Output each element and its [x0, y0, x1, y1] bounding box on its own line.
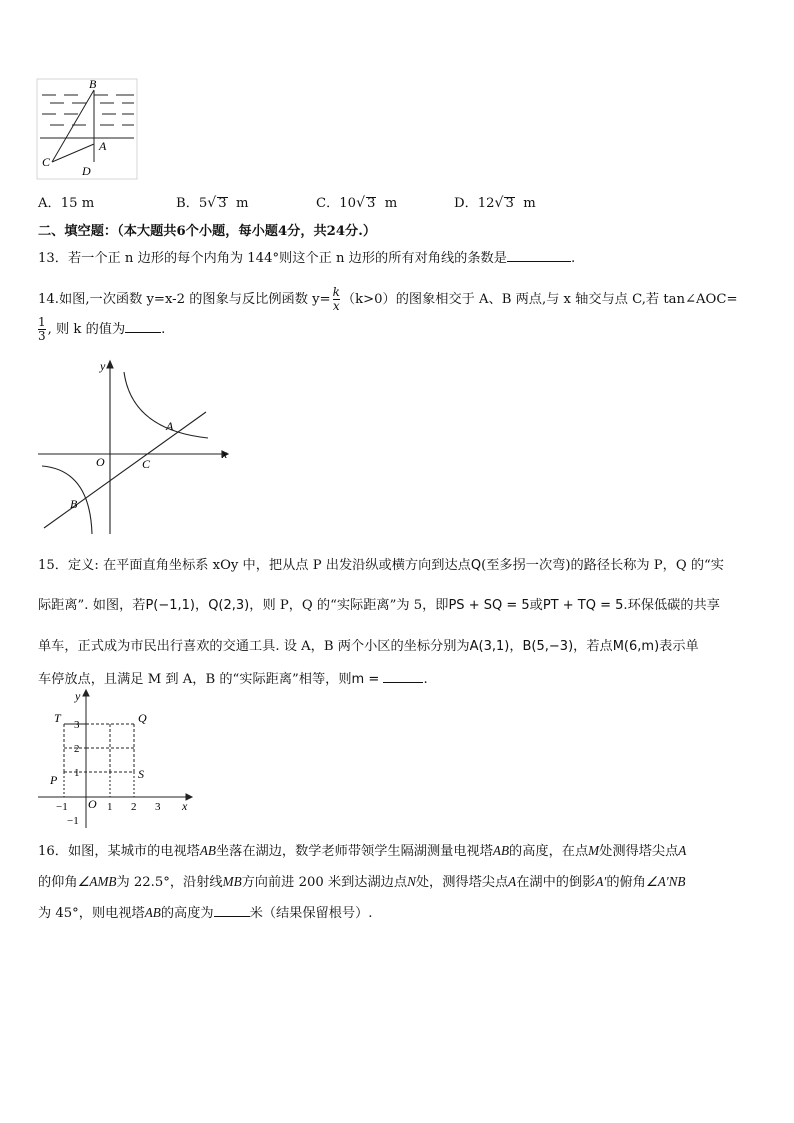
answer-blank: [507, 249, 571, 262]
choice-coef: 12: [477, 196, 495, 211]
grid-label-x: x: [182, 799, 188, 813]
question-16-line2: [38, 873, 686, 892]
answer-blank: [214, 904, 250, 917]
choice-unit: m: [235, 196, 249, 211]
q16-text: 处测得塔尖点: [599, 844, 679, 859]
q15-math: PT + TQ = 5: [542, 598, 624, 613]
question-15-line2: 际距离”. 如图，若P(−1,1)，Q(2,3)，则 P，Q 的“实际距离”为 5，即PS + SQ = 5或PT + TQ = 5.环保低碳的共享: [38, 598, 720, 613]
q16-text: 米（结果保留根号）.: [249, 906, 373, 921]
choice-c: C．10√ 3 m: [316, 195, 398, 211]
choice-unit: m: [523, 196, 536, 211]
choice-b: B．5√ 3 m: [176, 195, 249, 211]
answer-blank: [383, 670, 423, 683]
answer-blank: [125, 320, 161, 333]
frac-num: 1: [38, 315, 46, 329]
q16-var: ∠A′NB: [645, 874, 686, 889]
q15-text: 表示单: [659, 639, 699, 654]
graph-label-y: y: [100, 359, 106, 373]
grid-label-p: P: [50, 773, 58, 787]
q15-math: P(−1,1): [145, 598, 196, 613]
q15-grid-figure: [36, 688, 196, 834]
y-tick-3: 3: [74, 719, 80, 731]
fraction-k-over-x: [333, 286, 340, 313]
q16-var: AB: [144, 905, 161, 920]
q14-text-1: 14.如图,一次函数 y=x-2 的图象与反比例函数 y=: [38, 292, 331, 307]
q14-text-2: （k>0）的图象相交于 A、B 两点,与 x 轴交与点 C,若 tan∠AOC=: [341, 292, 738, 307]
q16-text: 处，测得塔尖点: [415, 875, 509, 890]
q12-figure: [36, 78, 140, 182]
question-16-line1: [38, 842, 686, 861]
q14-text-3: , 则 k 的值为: [47, 322, 126, 337]
question-13: [38, 249, 575, 268]
q15-text: 单车，正式成为市民出行喜欢的交通工具. 设 A，B 两个小区的坐标分别为: [38, 639, 470, 654]
q15-math: A(3,1): [469, 639, 510, 654]
choice-coef: 5: [198, 196, 208, 211]
choice-value: 15 m: [60, 196, 95, 211]
q15-text: 际距离”. 如图，若: [38, 598, 146, 613]
frac-num: k: [332, 285, 340, 299]
graph-label-x: x: [222, 447, 228, 461]
q15-text: 15．定义: 在平面直角坐标系 xOy 中，把从点 P 出发沿纵或横方向到达点: [38, 558, 471, 573]
q15-end: .: [423, 672, 428, 687]
x-tick-1: 1: [107, 801, 113, 813]
y-tick-1: 1: [74, 767, 80, 779]
graph-label-o: O: [96, 455, 105, 469]
frac-den: 3: [38, 329, 46, 343]
q13-text: 13．若一个正 n 边形的每个内角为 144°则这个正 n 边形的所有对角线的条数是: [38, 251, 507, 266]
q15-math: M(6,m): [612, 639, 660, 654]
fig12-label-c: C: [42, 155, 51, 169]
q14-end: .: [161, 322, 166, 337]
q15-math: m =: [351, 672, 380, 687]
graph-label-c: C: [142, 457, 151, 471]
q16-var: ∠AMB: [77, 874, 117, 889]
q15-math: Q(2,3): [208, 598, 250, 613]
graph-label-b: B: [70, 497, 78, 511]
q16-var: MB: [222, 874, 242, 889]
fig12-label-d: D: [82, 164, 91, 178]
q15-text: (至多拐一次弯): [481, 558, 571, 573]
q14-graph: [36, 358, 236, 538]
q16-var: N: [407, 874, 416, 889]
q16-text: 为 45°，则电视塔: [38, 906, 145, 921]
q16-text: 的仰角: [38, 875, 78, 890]
choice-unit: m: [384, 196, 398, 211]
choice-radicand: 3: [505, 196, 514, 211]
q16-text: 的俯角: [606, 875, 646, 890]
q16-text: 的高度为: [160, 906, 214, 921]
fig12-label-b: B: [89, 78, 97, 91]
q16-var: A: [678, 843, 687, 858]
grid-label-o: O: [88, 797, 97, 811]
question-14-line1: [38, 286, 738, 313]
choice-letter: C．: [316, 196, 340, 211]
choice-coef: 10: [339, 196, 357, 211]
question-15-line1: [38, 557, 724, 575]
grid-label-y: y: [75, 689, 81, 703]
q16-text: 在湖中的倒影: [516, 875, 596, 890]
q15-math: Q: [470, 558, 482, 573]
q16-var: AB: [199, 843, 216, 858]
x-tick-3: 3: [155, 801, 161, 813]
q16-var: A′: [595, 874, 607, 889]
section-title: 二、填空题：（本大题共6个小题，每小题4分，共24分.）: [38, 224, 377, 239]
question-15-line3: 单车，正式成为市民出行喜欢的交通工具. 设 A，B 两个小区的坐标分别为A(3,1)，B(5,−3)，若点M(6,m)表示单: [38, 639, 699, 654]
q16-var: AB: [492, 843, 510, 858]
grid-label-t: T: [54, 711, 61, 725]
q16-var: M: [588, 843, 600, 858]
q16-text: 坐落在湖边，数学老师带领学生隔湖测量电视塔: [215, 844, 493, 859]
q15-text: 的路径长称为 P，Q 的“实: [570, 558, 724, 573]
choice-letter: D．: [454, 196, 478, 211]
fig12-label-a: A: [99, 139, 107, 153]
frac-den: x: [332, 299, 340, 313]
q16-text: 的高度，在点: [509, 844, 589, 859]
q15-text: ，则 P，Q 的“实际距离”为 5，即: [249, 598, 449, 613]
q13-end: .: [570, 251, 576, 266]
q15-text: 车停放点，且满足 M 到 A，B 的“实际距离”相等，则: [38, 672, 352, 687]
choice-d: D．12√ 3 m: [454, 195, 536, 211]
question-15-line4: [38, 670, 428, 689]
x-tick-2: 2: [131, 801, 137, 813]
y-tick-neg1: −1: [67, 815, 79, 827]
q15-text: ，若点: [573, 639, 613, 654]
y-tick-2: 2: [74, 743, 80, 755]
question-16-line3: [38, 904, 372, 923]
choice-a: [38, 192, 94, 211]
grid-label-s: S: [138, 767, 144, 781]
choice-letter: B．: [176, 196, 199, 211]
graph-label-a: A: [166, 419, 174, 433]
q16-text: 为 22.5°，沿射线: [116, 875, 223, 890]
choice-letter: A．: [38, 196, 61, 211]
q16-text: 方向前进 200 米到达湖边点: [241, 875, 408, 890]
q15-math: PS + SQ = 5: [448, 598, 530, 613]
choice-radicand: 3: [366, 196, 376, 211]
choice-radicand: 3: [218, 196, 227, 211]
q15-text: .环保低碳的共享: [623, 598, 720, 613]
question-14-line2: [38, 316, 165, 343]
q15-math: B(5,−3): [522, 639, 574, 654]
fraction-one-third: [38, 316, 46, 343]
q15-text: 或: [529, 598, 543, 613]
grid-label-q: Q: [138, 711, 147, 725]
x-tick-neg1: −1: [56, 801, 68, 813]
q16-var: A: [508, 874, 517, 889]
q16-text: 16．如图，某城市的电视塔: [38, 844, 200, 859]
